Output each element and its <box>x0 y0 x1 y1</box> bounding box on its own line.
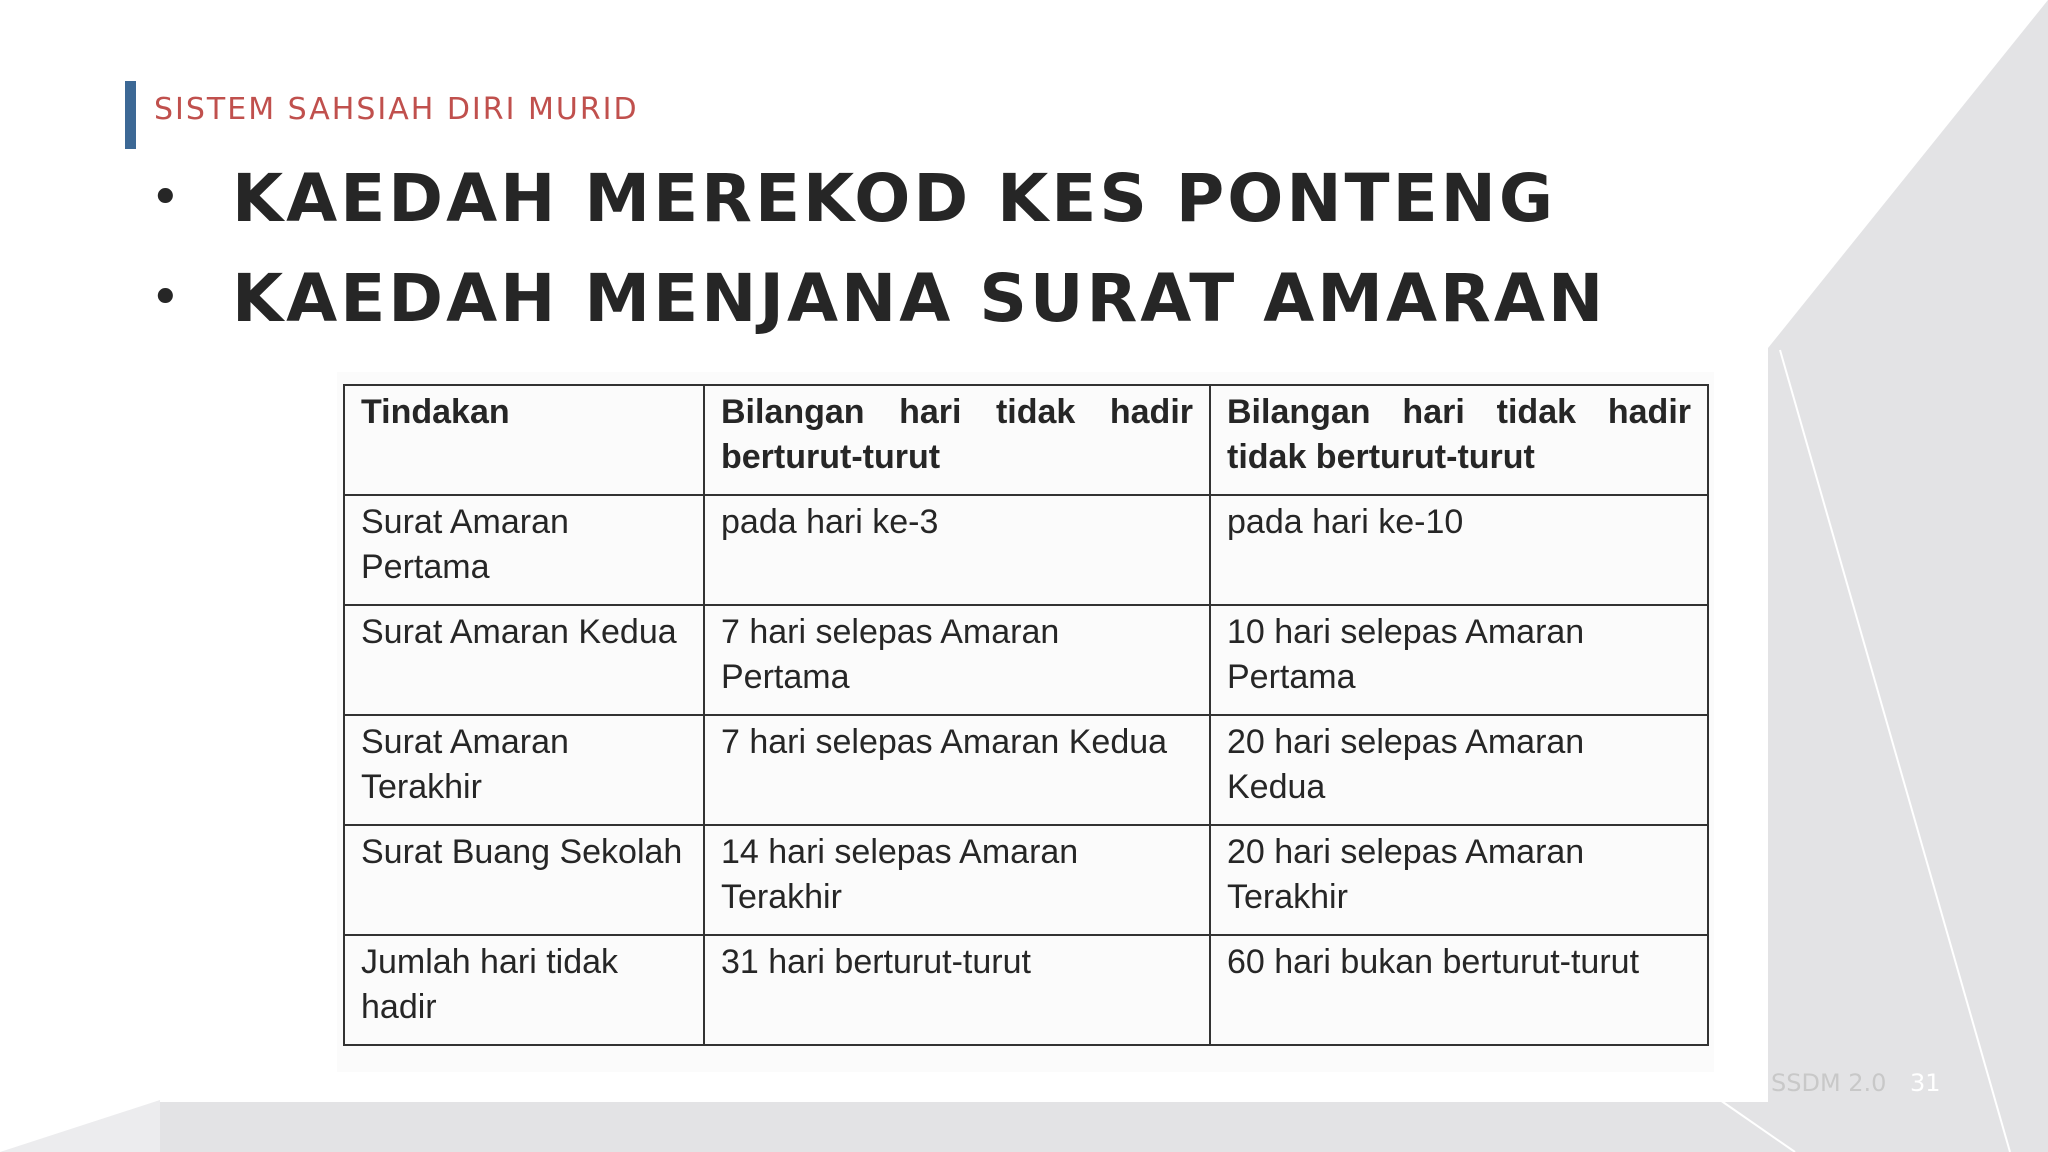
table-cell: 20 hari selepas Amaran Terakhir <box>1210 825 1708 935</box>
table-cell: 7 hari selepas Amaran Kedua <box>704 715 1210 825</box>
footer-presentation-name: SSDM 2.0 <box>1771 1069 1887 1097</box>
bg-shape-right <box>1768 0 2048 1152</box>
table-header-row <box>344 385 1708 495</box>
footer-page-number: 31 <box>1910 1069 1941 1097</box>
heading-text: KAEDAH MEREKOD KES PONTENG <box>232 159 1557 237</box>
heading-bullet-1 <box>150 148 1606 248</box>
section-label: SISTEM SAHSIAH DIRI MURID <box>154 92 639 127</box>
table-cell: 20 hari selepas Amaran Kedua <box>1210 715 1708 825</box>
table-cell: 10 hari selepas Amaran Pertama <box>1210 605 1708 715</box>
warning-letter-table <box>343 384 1709 1046</box>
table-cell: Surat Amaran Pertama <box>344 495 704 605</box>
table-cell: Surat Buang Sekolah <box>344 825 704 935</box>
bg-shape-left-fade <box>0 1100 160 1152</box>
heading-bullet-2 <box>150 248 1606 348</box>
table-cell: 14 hari selepas Amaran Terakhir <box>704 825 1210 935</box>
table-cell: Jumlah hari tidak hadir <box>344 935 704 1045</box>
bullet-marker: • <box>150 268 181 328</box>
heading-bullet-list <box>150 148 1606 348</box>
table-row <box>344 935 1708 1045</box>
table-cell: 31 hari berturut-turut <box>704 935 1210 1045</box>
header-cell-consecutive: Bilangan hari tidak hadir berturut-turut <box>704 385 1210 495</box>
table-cell: 7 hari selepas Amaran Pertama <box>704 605 1210 715</box>
heading-text: KAEDAH MENJANA SURAT AMARAN <box>232 259 1607 337</box>
table-cell: Surat Amaran Terakhir <box>344 715 704 825</box>
table-cell: Surat Amaran Kedua <box>344 605 704 715</box>
table-row <box>344 495 1708 605</box>
bg-shape-bottom <box>160 1102 1768 1152</box>
header-cell-tindakan: Tindakan <box>344 385 704 495</box>
table-cell: 60 hari bukan berturut-turut <box>1210 935 1708 1045</box>
table-cell: pada hari ke-10 <box>1210 495 1708 605</box>
header-cell-non-consecutive: Bilangan hari tidak hadir tidak berturut-turut <box>1210 385 1708 495</box>
table-row <box>344 715 1708 825</box>
table-row <box>344 605 1708 715</box>
bullet-marker: • <box>150 168 181 228</box>
table-row <box>344 825 1708 935</box>
title-accent-bar <box>125 81 136 149</box>
table-cell: pada hari ke-3 <box>704 495 1210 605</box>
table-image-panel <box>337 372 1714 1072</box>
